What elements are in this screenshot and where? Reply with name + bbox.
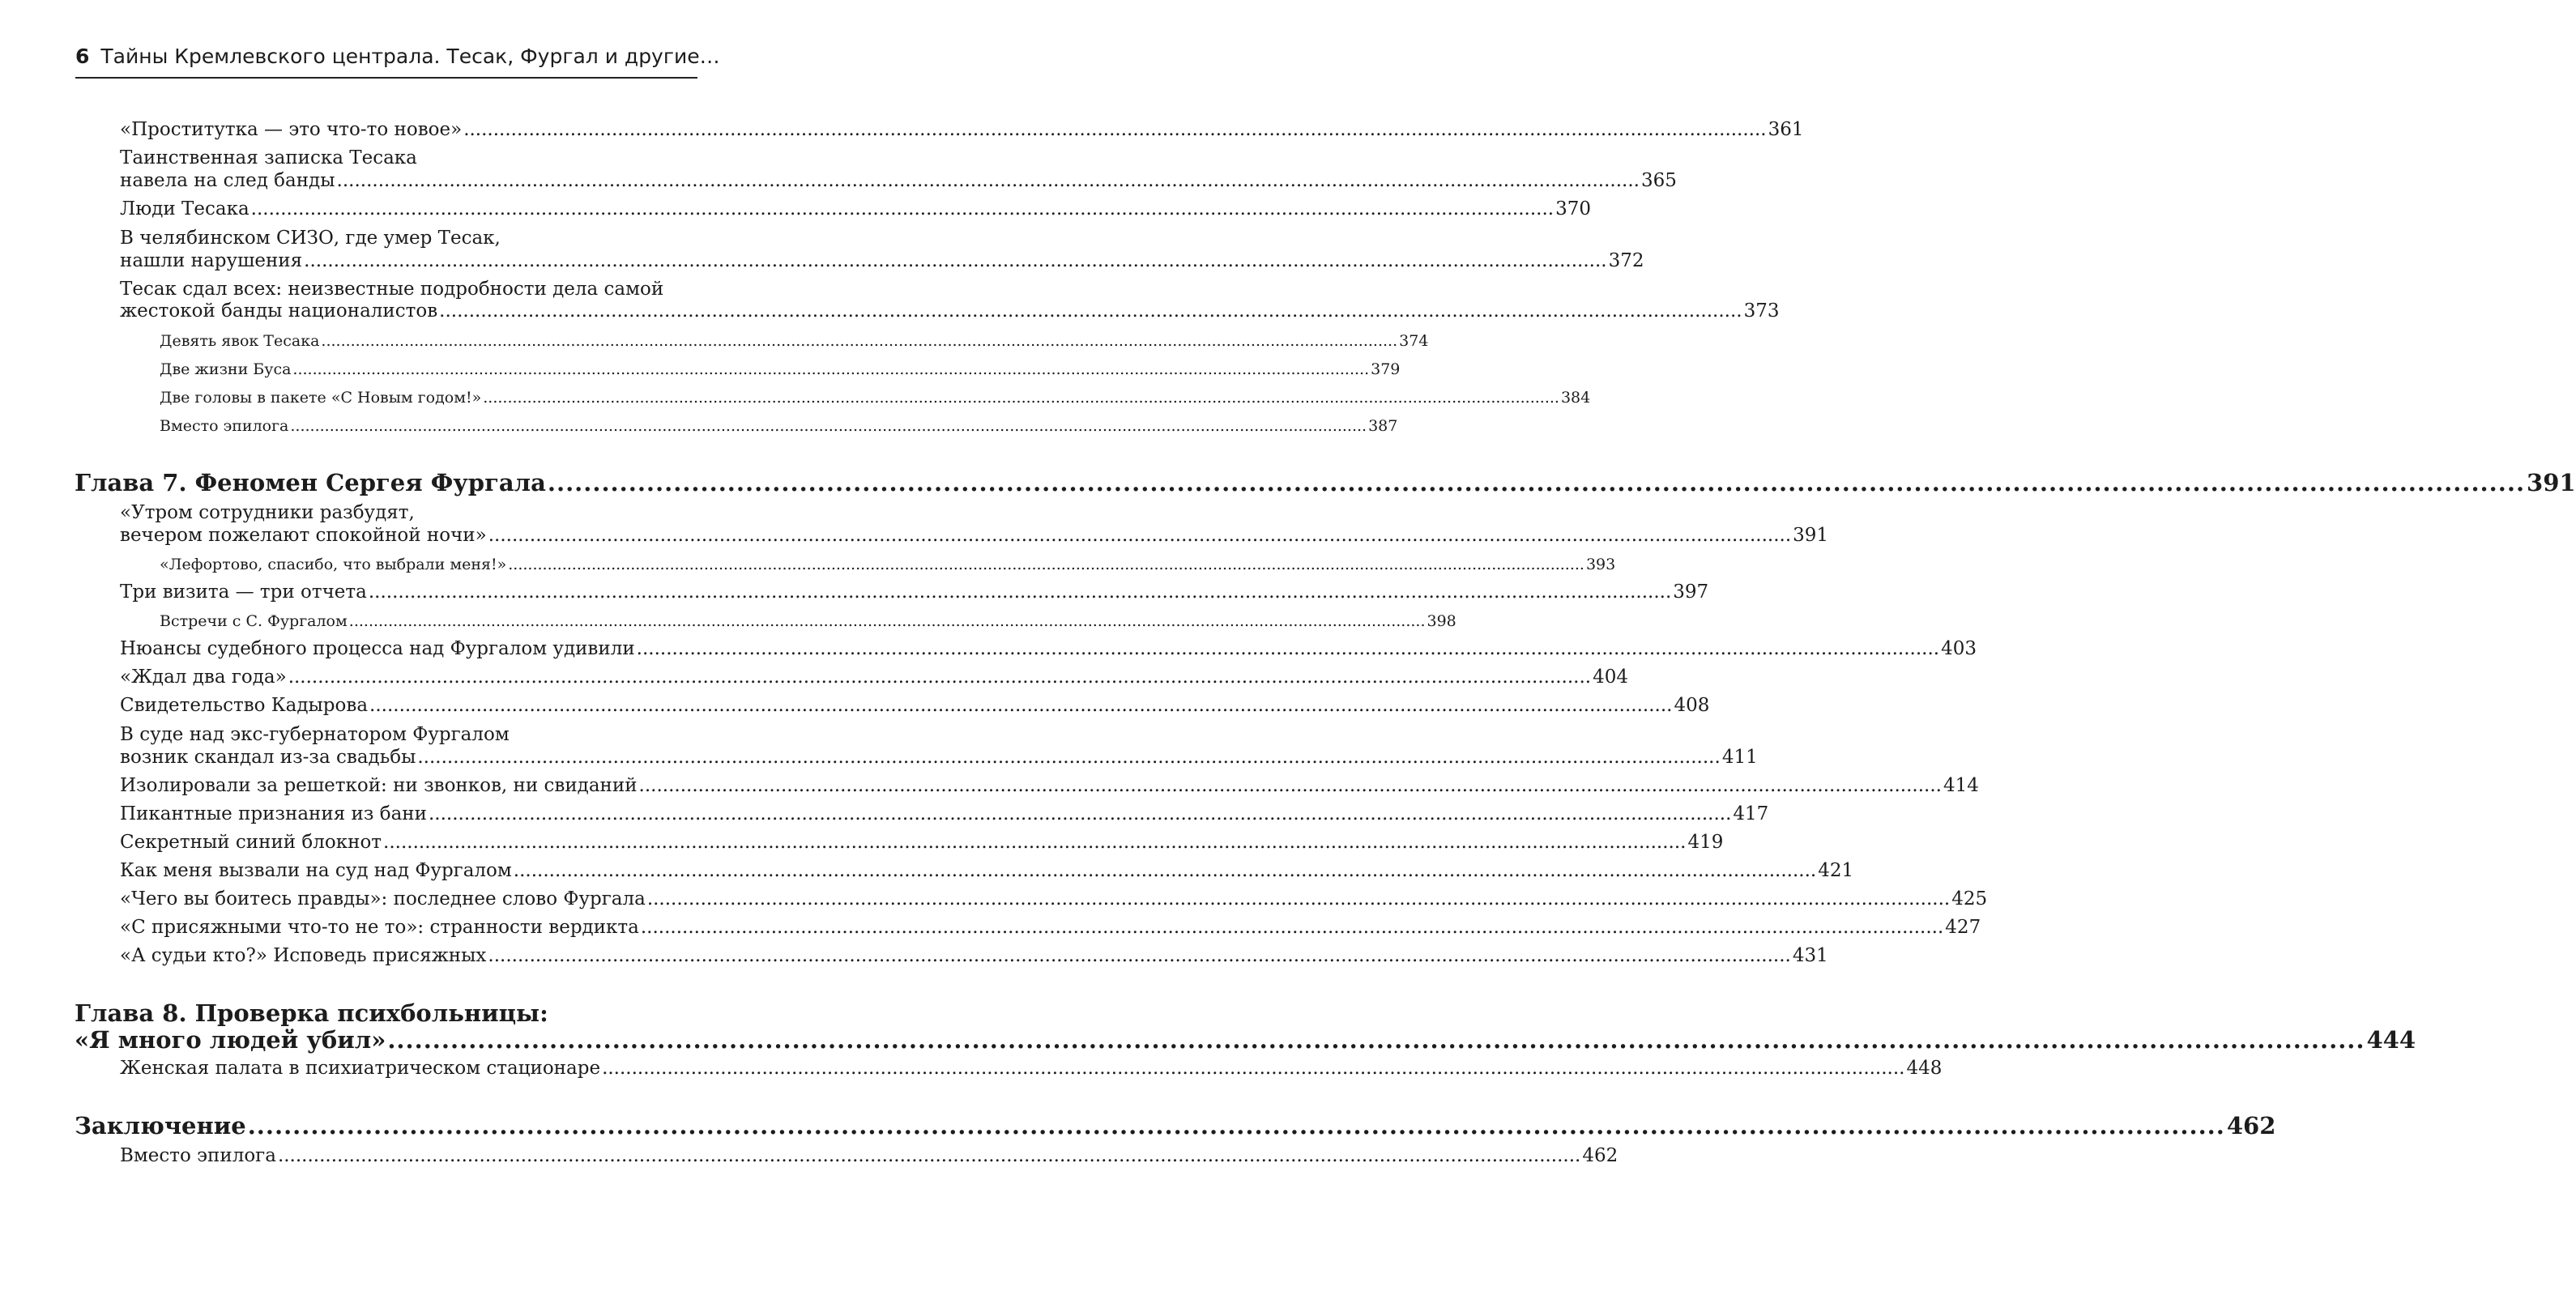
dot-leader: ............................................................................................................................................................................................................................ — [488, 945, 1791, 966]
toc-entry[interactable]: возник скандал из-за свадьбы ............................................................................................................................................................................................................................ 411 — [120, 743, 695, 771]
dot-leader: ............................................................................................................................................................................................................................ — [636, 638, 1940, 659]
toc-subentry[interactable]: Девять явок Тесака ............................................................................................................................................................................................................................ 374 — [160, 327, 693, 355]
toc-page: 411 — [1721, 747, 1758, 768]
toc-entry[interactable]: «Чего вы боитесь правды»: последнее слово Фургала ............................................................................................................................................................................................................................ 425 — [120, 885, 695, 913]
toc-entry[interactable]: Три визита — три отчета ............................................................................................................................................................................................................................ 397 — [120, 578, 695, 606]
toc-entry[interactable]: «Проститутка — это что-то новое» ............................................................................................................................................................................................................................ 361 — [120, 116, 695, 143]
dot-leader: ............................................................................................................................................................................................................................ — [383, 832, 1687, 853]
toc-page: 404 — [1593, 667, 1629, 688]
dot-leader: ............................................................................................................................................................................................................................ — [277, 1145, 1581, 1166]
dot-leader: ............................................................................................................................................................................................................................ — [387, 1026, 2365, 1054]
dot-leader: ............................................................................................................................................................................................................................ — [247, 1112, 2225, 1140]
toc-entry[interactable]: Вместо эпилога ............................................................................................................................................................................................................................ 462 — [120, 1142, 695, 1169]
toc-page: 398 — [1427, 612, 1456, 630]
dot-leader: ............................................................................................................................................................................................................................ — [428, 803, 1732, 824]
toc-subentry[interactable]: «Лефортово, спасибо, что выбрали меня!» ............................................................................................................................................................................................................................ 393 — [160, 551, 693, 578]
dot-leader: ............................................................................................................................................................................................................................ — [288, 667, 1592, 688]
dot-leader: ............................................................................................................................................................................................................................ — [638, 775, 1942, 796]
toc-page: 365 — [1640, 170, 1677, 191]
toc-subentry[interactable]: Встречи с С. Фургалом ............................................................................................................................................................................................................................ 398 — [160, 607, 693, 635]
toc-entry-line1[interactable]: В челябинском СИЗО, где умер Тесак, — [120, 228, 501, 249]
toc-entry[interactable]: Как меня вызвали на суд над Фургалом ............................................................................................................................................................................................................................ 421 — [120, 857, 695, 884]
toc-entry[interactable]: Свидетельство Кадырова ............................................................................................................................................................................................................................ 408 — [120, 692, 695, 719]
dot-leader: ............................................................................................................................................................................................................................ — [292, 360, 1370, 378]
dot-leader: ............................................................................................................................................................................................................................ — [483, 389, 1559, 407]
toc-page: 403 — [1941, 638, 1977, 659]
toc-entry-line1[interactable]: Таинственная записка Тесака — [120, 147, 417, 168]
dot-leader: ............................................................................................................................................................................................................................ — [508, 556, 1584, 573]
toc-page: 373 — [1743, 300, 1780, 322]
toc-page: 372 — [1608, 250, 1644, 271]
toc-page: 417 — [1733, 803, 1769, 824]
chapter-8-heading-line1[interactable]: Глава 8. Проверка психбольницы: — [75, 999, 548, 1027]
toc-page: 379 — [1371, 360, 1401, 378]
toc-page: 448 — [1906, 1058, 1943, 1079]
toc-page: 397 — [1673, 581, 1709, 603]
toc-page: 425 — [1951, 888, 1988, 909]
toc-page: 393 — [1585, 556, 1616, 573]
toc-entry-line1[interactable]: «Утром сотрудники разбудят, — [120, 502, 415, 523]
toc-page: 421 — [1818, 860, 1854, 881]
toc-page: 444 — [2366, 1026, 2416, 1054]
dot-leader: ............................................................................................................................................................................................................................ — [439, 300, 1742, 322]
dot-leader: ............................................................................................................................................................................................................................ — [463, 119, 1767, 140]
dot-leader: ............................................................................................................................................................................................................................ — [513, 860, 1817, 881]
toc-subentry[interactable]: Вместо эпилога ............................................................................................................................................................................................................................ 387 — [160, 412, 693, 440]
dot-leader: ............................................................................................................................................................................................................................ — [369, 695, 1673, 716]
running-header — [75, 45, 720, 79]
toc-page: 361 — [1768, 119, 1804, 140]
dot-leader: ............................................................................................................................................................................................................................ — [602, 1058, 1905, 1079]
dot-leader: ............................................................................................................................................................................................................................ — [488, 525, 1792, 546]
dot-leader: ............................................................................................................................................................................................................................ — [368, 581, 1672, 603]
toc-entry-line1[interactable]: Тесак сдал всех: неизвестные подробности дела самой — [120, 279, 664, 300]
dot-leader: ............................................................................................................................................................................................................................ — [646, 888, 1951, 909]
toc-entry[interactable]: Люди Тесака ............................................................................................................................................................................................................................ 370 — [120, 195, 695, 223]
toc-page: 387 — [1368, 417, 1398, 435]
toc-page: 462 — [1582, 1145, 1619, 1166]
chapter-7-heading[interactable]: Глава 7. Феномен Сергея Фургала ............................................................................................................................................................................................................................ 391 — [75, 466, 697, 499]
toc-subentry[interactable]: Две жизни Буса ............................................................................................................................................................................................................................ 379 — [160, 356, 693, 383]
toc-page: 408 — [1674, 695, 1710, 716]
toc-page: 391 — [2527, 469, 2576, 496]
toc-entry[interactable]: «Ждал два года» ............................................................................................................................................................................................................................ 404 — [120, 663, 695, 691]
toc-entry[interactable]: Изолировали за решеткой: ни звонков, ни свиданий ............................................................................................................................................................................................................................ 414 — [120, 772, 695, 799]
toc-page: 374 — [1399, 332, 1429, 350]
toc-page: 370 — [1555, 198, 1591, 219]
toc-page: 431 — [1792, 945, 1828, 966]
toc-entry[interactable]: Женская палата в психиатрическом стационаре ............................................................................................................................................................................................................................ 448 — [120, 1054, 695, 1082]
toc-page: 391 — [1793, 525, 1829, 546]
conclusion-heading[interactable]: Заключение ............................................................................................................................................................................................................................ 462 — [75, 1110, 697, 1142]
toc-page: 427 — [1945, 917, 1981, 938]
toc-page: 384 — [1560, 389, 1591, 407]
dot-leader: ............................................................................................................................................................................................................................ — [304, 250, 1607, 271]
dot-leader: ............................................................................................................................................................................................................................ — [336, 170, 1640, 191]
dot-leader: ............................................................................................................................................................................................................................ — [250, 198, 1555, 219]
chapter-8-heading[interactable]: «Я много людей убил» ............................................................................................................................................................................................................................ 444 — [75, 1024, 697, 1056]
toc-page: 462 — [2226, 1112, 2276, 1140]
dot-leader: ............................................................................................................................................................................................................................ — [640, 917, 1944, 938]
dot-leader: ............................................................................................................................................................................................................................ — [321, 332, 1398, 350]
dot-leader: ............................................................................................................................................................................................................................ — [348, 612, 1426, 630]
dot-leader: ............................................................................................................................................................................................................................ — [547, 469, 2526, 496]
toc-subentry[interactable]: Две головы в пакете «С Новым годом!» ............................................................................................................................................................................................................................ 384 — [160, 384, 693, 411]
toc-page: 419 — [1687, 832, 1724, 853]
toc-entry[interactable]: вечером пожелают спокойной ночи» ............................................................................................................................................................................................................................ 391 — [120, 522, 695, 549]
running-title: Тайны Кремлевского централа. Тесак, Фургал и другие… — [100, 45, 720, 68]
toc-page: 414 — [1943, 775, 1979, 796]
toc-entry[interactable]: «С присяжными что-то не то»: странности вердикта ............................................................................................................................................................................................................................ 427 — [120, 914, 695, 941]
toc-entry[interactable]: Пикантные признания из бани ............................................................................................................................................................................................................................ 417 — [120, 800, 695, 828]
toc-entry[interactable]: Нюансы судебного процесса над Фургалом удивили ............................................................................................................................................................................................................................ 403 — [120, 635, 695, 662]
toc-entry[interactable]: навела на след банды ............................................................................................................................................................................................................................ 365 — [120, 167, 695, 194]
toc-entry[interactable]: «А судьи кто?» Исповедь присяжных ............................................................................................................................................................................................................................ 431 — [120, 942, 695, 969]
toc-entry-line1[interactable]: В суде над экс-губернатором Фургалом — [120, 724, 510, 745]
toc-entry[interactable]: Секретный синий блокнот ............................................................................................................................................................................................................................ 419 — [120, 829, 695, 856]
toc-entry[interactable]: жестокой банды националистов ............................................................................................................................................................................................................................ 373 — [120, 297, 695, 325]
toc-entry[interactable]: нашли нарушения ............................................................................................................................................................................................................................ 372 — [120, 247, 695, 275]
dot-leader: ............................................................................................................................................................................................................................ — [290, 417, 1367, 435]
page-number: 6 — [75, 45, 90, 68]
dot-leader: ............................................................................................................................................................................................................................ — [417, 747, 1721, 768]
